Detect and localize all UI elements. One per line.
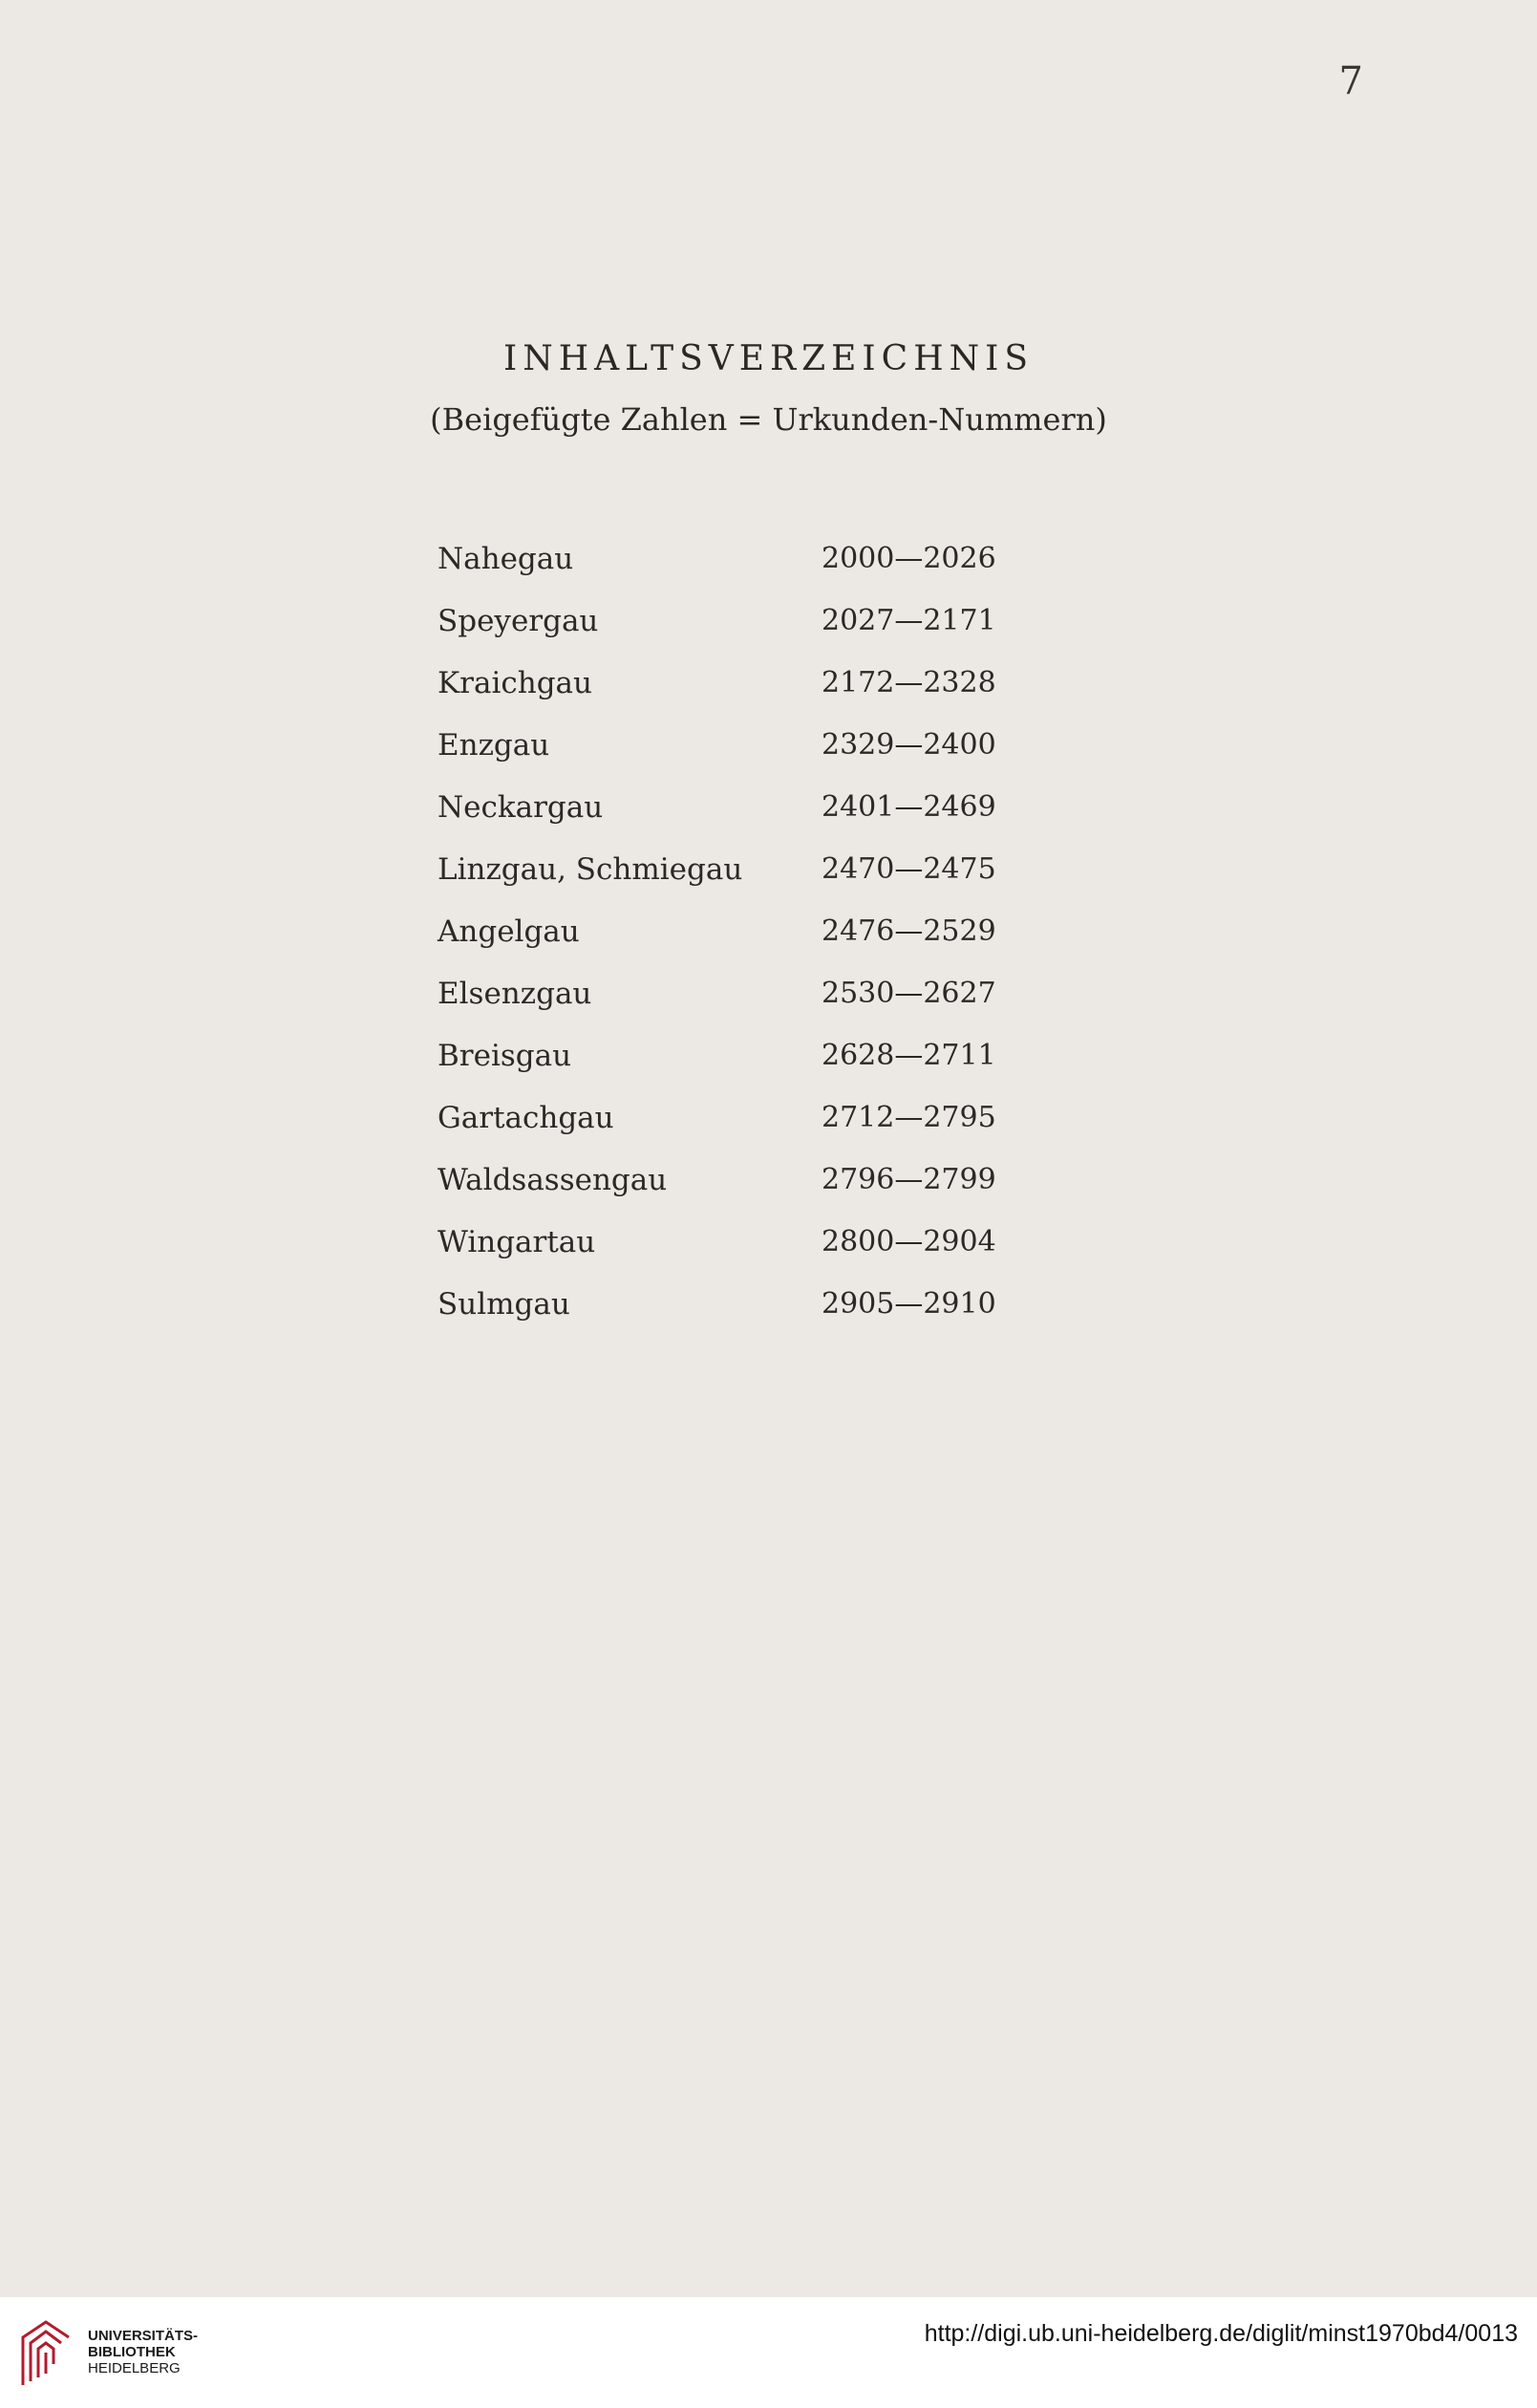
toc-entry-range: 2530—2627 <box>822 977 996 1010</box>
toc-row <box>438 714 1049 776</box>
toc-entry-name: Speyergau <box>438 603 599 638</box>
toc-row <box>438 776 1049 838</box>
toc-entry-name: Waldsassengau <box>438 1162 668 1197</box>
toc-entry-range: 2800—2904 <box>822 1225 996 1258</box>
toc-entry-name: Nahegau <box>438 541 574 576</box>
toc-row <box>438 962 1049 1024</box>
toc-entry-name: Elsenzgau <box>438 976 592 1011</box>
toc-entry-name: Angelgau <box>438 914 580 949</box>
page-number: 7 <box>1338 59 1363 103</box>
toc-entry-range: 2401—2469 <box>822 790 996 824</box>
toc-entry-name: Wingartau <box>438 1224 596 1259</box>
toc-entry-range: 2027—2171 <box>822 604 996 637</box>
toc-entry-range: 2172—2328 <box>822 666 996 699</box>
library-name-line2: BIBLIOTHEK <box>88 2344 176 2360</box>
toc-entry-name: Gartachgau <box>438 1100 614 1135</box>
toc-row <box>438 1273 1049 1335</box>
toc-entry-name: Enzgau <box>438 727 550 763</box>
toc-entry-range: 2796—2799 <box>822 1163 996 1196</box>
toc-row <box>438 1086 1049 1149</box>
library-name <box>88 2328 198 2376</box>
footer-bar <box>0 2297 1537 2408</box>
toc-entry-range: 2476—2529 <box>822 914 996 948</box>
toc-entry-name: Kraichgau <box>438 665 592 700</box>
toc-entry-range: 2905—2910 <box>822 1287 996 1321</box>
toc-row <box>438 652 1049 714</box>
toc-entry-name: Linzgau, Schmiegau <box>438 851 743 887</box>
table-of-contents <box>438 527 1049 1335</box>
page-title: INHALTSVERZEICHNIS <box>503 339 1034 378</box>
toc-row <box>438 590 1049 652</box>
toc-entry-name: Sulmgau <box>438 1286 570 1322</box>
toc-row <box>438 900 1049 962</box>
library-logo-icon <box>17 2318 75 2387</box>
toc-row <box>438 1024 1049 1086</box>
toc-row <box>438 838 1049 900</box>
toc-entry-name: Neckargau <box>438 789 604 825</box>
library-name-line1: UNIVERSITÄTS- <box>88 2328 199 2344</box>
library-name-line3: HEIDELBERG <box>88 2360 181 2376</box>
toc-entry-range: 2000—2026 <box>822 542 996 575</box>
toc-entry-range: 2329—2400 <box>822 728 996 762</box>
toc-entry-range: 2470—2475 <box>822 852 996 886</box>
toc-row <box>438 1149 1049 1211</box>
toc-entry-range: 2712—2795 <box>822 1101 996 1134</box>
toc-entry-name: Breisgau <box>438 1038 572 1073</box>
toc-entry-range: 2628—2711 <box>822 1039 996 1072</box>
page-subtitle: (Beigefügte Zahlen = Urkunden-Nummern) <box>430 401 1107 438</box>
source-url-link[interactable]: http://digi.ub.uni-heidelberg.de/diglit/minst1970bd4/0013 <box>924 2320 1518 2347</box>
toc-row <box>438 527 1049 590</box>
toc-row <box>438 1211 1049 1273</box>
